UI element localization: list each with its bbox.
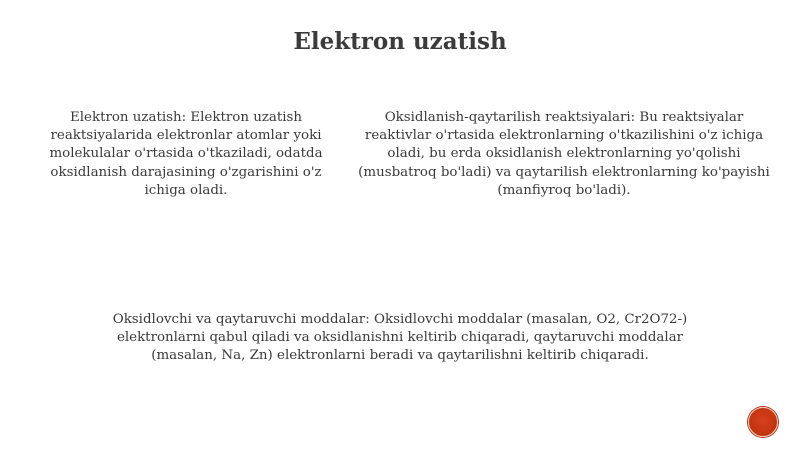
next-slide-button[interactable] <box>748 407 778 437</box>
text-block-oxidizing-reducing-agents: Oksidlovchi va qaytaruvchi moddalar: Oksidlovchi moddalar (masalan, O2, Cr2O72-) elektronlarni qabul qiladi va oksidlanishni keltirib chiqaradi, qaytaruvchi moddalar (masalan, Na, Zn) elektronlarni beradi va qaytarilishni keltirib chiqaradi. <box>112 312 688 364</box>
slide-title: Elektron uzatish <box>293 28 507 55</box>
text-block-redox-reactions: Oksidlanish-qaytarilish reaktsiyalari: Bu reaktsiyalar reaktivlar o'rtasida elektronlarning o'tkazilishini o'z ichiga oladi, bu erda oksidlanish elektronlarning yo'qolishi (musbatroq bo'ladi) va qaytarilish elektronlarning ko'payishi (manfiyroq bo'ladi). <box>358 110 770 198</box>
text-block-electron-transfer: Elektron uzatish: Elektron uzatish reaktsiyalarida elektronlar atomlar yoki molekulalar o'rtasida o'tkaziladi, odatda oksidlanish darajasining o'zgarishini o'z ichiga oladi. <box>49 110 323 198</box>
